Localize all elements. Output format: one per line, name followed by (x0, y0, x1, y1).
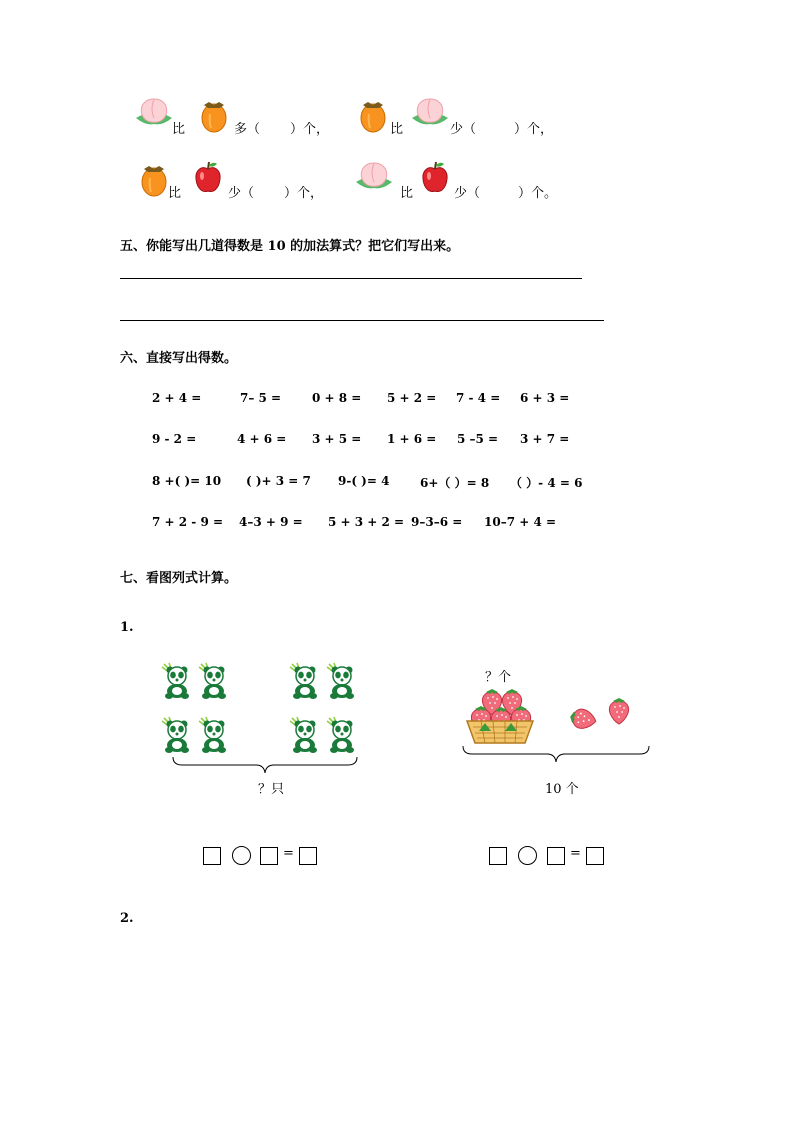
persimmon-icon (141, 162, 168, 196)
equation: 9 - 2 = (152, 432, 197, 446)
compare-word: 比 (390, 122, 404, 137)
equation: 8 +( )= 10 (152, 474, 222, 488)
strawberry-question: ？个 (485, 670, 512, 685)
compare-close: ）个。 (518, 186, 558, 201)
strawberry-icon (608, 697, 630, 725)
apple-icon (422, 161, 449, 195)
panda-icon (327, 663, 359, 699)
equals-sign: = (570, 846, 581, 861)
persimmon-icon (201, 98, 228, 132)
answer-box[interactable] (586, 847, 604, 865)
equals-sign: = (283, 846, 294, 861)
answer-line[interactable] (120, 278, 582, 279)
equation: 1 + 6 = (387, 432, 437, 446)
answer-box[interactable] (260, 847, 278, 865)
answer-box[interactable] (489, 847, 507, 865)
question-number: 1. (120, 620, 134, 635)
compare-phrase: 少（ (454, 186, 481, 201)
equation: （ ）- 4 = 6 (510, 476, 583, 490)
equation: 4–3 + 9 = (239, 515, 303, 529)
equation: 5 + 3 + 2 = (328, 515, 405, 529)
equation: ( )+ 3 = 7 (246, 474, 311, 488)
compare-word: 比 (168, 186, 182, 201)
equation: 7– 5 = (240, 391, 282, 405)
compare-close: ）个， (290, 122, 330, 137)
compare-close: ）个， (284, 186, 324, 201)
equation: 7 + 2 - 9 = (152, 515, 224, 529)
panda-icon (290, 717, 322, 753)
panda-icon (290, 663, 322, 699)
equation: 9-( )= 4 (338, 474, 390, 488)
compare-word: 比 (172, 122, 186, 137)
panda-icon (327, 717, 359, 753)
equation: 4 + 6 = (237, 432, 287, 446)
section6-title: 六、直接写出得数。 (120, 351, 238, 366)
question-number: 2. (120, 911, 134, 926)
answer-box[interactable] (299, 847, 317, 865)
basket-icon (465, 717, 535, 745)
compare-phrase: 少（ (228, 186, 255, 201)
compare-word: 比 (400, 186, 414, 201)
panda-icon (162, 663, 194, 699)
section5-title: 五、你能写出几道得数是 10 的加法算式？把它们写出来。 (120, 239, 460, 254)
compare-phrase: 少（ (450, 122, 477, 137)
equation: 7 - 4 = (456, 391, 501, 405)
equation: 3 + 5 = (312, 432, 362, 446)
brace (172, 756, 358, 776)
operator-circle[interactable] (518, 846, 537, 865)
equation: 2 + 4 = (152, 391, 202, 405)
section7-title: 七、看图列式计算。 (120, 571, 238, 586)
peach-icon (354, 160, 394, 192)
equation: 6 + 3 = (520, 391, 570, 405)
panda-icon (162, 717, 194, 753)
strawberry-icon (567, 706, 598, 733)
panda-question: ？只 (258, 782, 285, 797)
equation: 6+（ ）= 8 (420, 476, 490, 490)
answer-line[interactable] (120, 320, 604, 321)
compare-phrase: 多（ (234, 122, 261, 137)
equation: 5 –5 = (457, 432, 499, 446)
apple-icon (195, 161, 222, 195)
operator-circle[interactable] (232, 846, 251, 865)
answer-box[interactable] (547, 847, 565, 865)
equation: 3 + 7 = (520, 432, 570, 446)
equation: 5 + 2 = (387, 391, 437, 405)
equation: 0 + 8 = (312, 391, 362, 405)
compare-close: ）个， (514, 122, 554, 137)
strawberry-total: 10 个 (545, 782, 579, 797)
peach-icon (410, 96, 450, 128)
brace (462, 745, 650, 765)
panda-icon (199, 663, 231, 699)
peach-icon (134, 96, 174, 128)
answer-box[interactable] (203, 847, 221, 865)
panda-icon (199, 717, 231, 753)
equation: 10–7 + 4 = (484, 515, 557, 529)
equation: 9–3–6 = (411, 515, 463, 529)
persimmon-icon (360, 98, 387, 132)
